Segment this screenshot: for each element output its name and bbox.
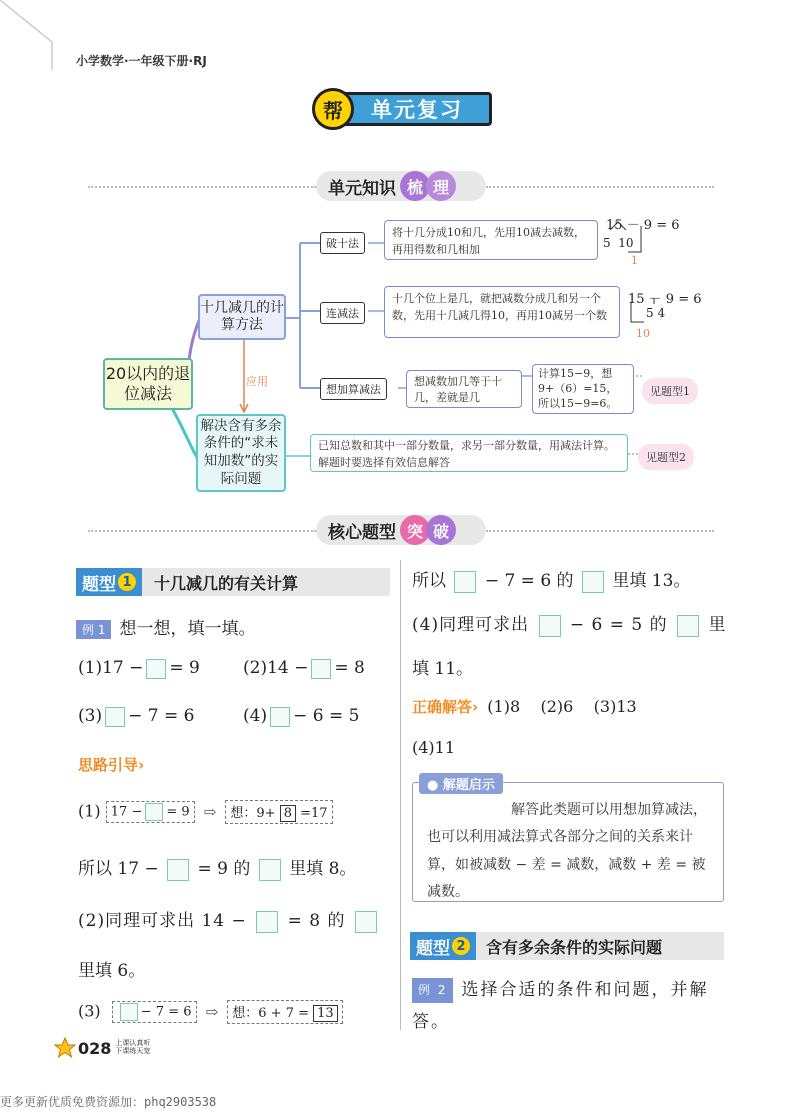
continuous-split: 5 4	[646, 306, 666, 320]
footer-watermark: 更多更新优质免费资源加：phq2903538	[0, 1095, 217, 1109]
g3-think	[227, 1000, 342, 1024]
mindmap-root: 20以内的退位减法	[103, 358, 193, 410]
q3-text-b: − 7 = 6	[128, 706, 195, 726]
r2b: − 6 = 5 的	[569, 615, 668, 635]
type-1-title: 十几减几的有关计算	[154, 573, 299, 593]
type-label-text: 题型	[82, 574, 116, 595]
g1-line-b: = 9 的	[197, 859, 251, 879]
think-add-desc: 想减数加几等于十几，差就是几	[406, 370, 522, 408]
divider	[486, 530, 714, 532]
banner-title: 单元复习	[342, 92, 492, 126]
method-think-add: 想加算减法	[320, 378, 387, 400]
g1-think-text: 想：9+	[230, 806, 276, 821]
example-2-prompt: 选择合适的条件和问题，并解答。	[412, 980, 709, 1033]
continuous-result: 10	[636, 327, 650, 340]
g1-eq-a: 17 −	[110, 804, 143, 820]
break-ten-result: 1	[631, 254, 638, 267]
r2a: (4)同理可求出	[412, 615, 530, 635]
see-type-2: 见题型2	[638, 444, 694, 470]
apply-label: 应用	[246, 375, 268, 388]
g3-equation	[112, 1001, 197, 1023]
answer-box[interactable]	[454, 571, 476, 593]
question-4	[243, 706, 359, 727]
example-badge: 例 1	[76, 620, 111, 639]
r1a: 所以	[412, 571, 446, 591]
tip-header	[419, 773, 503, 794]
section-knowledge-review	[316, 171, 486, 201]
g1-line-a: 所以 17 −	[78, 859, 159, 879]
answer-box[interactable]	[105, 707, 125, 727]
star-mascot-icon	[54, 1037, 76, 1059]
right-line-1	[412, 566, 690, 593]
tip-head-text: 解题启示	[442, 778, 495, 793]
answer-box[interactable]	[167, 859, 189, 881]
answer-box[interactable]	[146, 659, 166, 679]
g2-line-b: = 8 的	[287, 911, 346, 931]
type-2-bar	[410, 932, 724, 960]
guide-label: 思路引导	[78, 756, 139, 774]
see-type-1: 见题型1	[642, 378, 698, 404]
answer-box[interactable]	[256, 911, 278, 933]
answer-values-2: (4)11	[412, 738, 456, 757]
q3-text: (3)	[78, 706, 103, 726]
section-circle-char: 理	[426, 171, 456, 201]
guide-3-diagram	[78, 1000, 343, 1024]
example-badge: 例 2	[412, 978, 453, 1003]
arrow-icon: ⇨	[205, 1003, 219, 1021]
section-prefix: 核心题型	[328, 522, 396, 543]
g1-think	[225, 800, 332, 824]
r1c: 里填 13。	[612, 571, 691, 591]
unit-review-banner	[312, 88, 492, 130]
example-1-line	[76, 614, 255, 639]
type-label	[410, 932, 476, 960]
continuous-example: 15 － 9 = 6	[628, 292, 702, 307]
guide-2-line-2: 里填 6。	[78, 961, 146, 981]
divider	[88, 530, 316, 532]
right-line-2	[412, 610, 726, 637]
g1-equation	[106, 801, 195, 823]
think-add-calc: 计算15−9，想9+（6）=15，所以15−9=6。	[532, 364, 634, 414]
section-prefix: 单元知识	[328, 178, 396, 199]
method-break-ten: 破十法	[320, 232, 365, 254]
q4-text: (4)	[243, 706, 268, 726]
q1-text-b: = 9	[169, 658, 200, 678]
answer-values: (1)8 (2)6 (3)13	[487, 697, 637, 716]
banner-badge: 帮	[312, 88, 354, 130]
g1-fill: 8	[280, 805, 296, 822]
correct-answer: 正确解答› (1)8 (2)6 (3)13	[412, 697, 637, 716]
r1b: − 7 = 6 的	[484, 571, 574, 591]
g1-num: (1)	[78, 801, 101, 821]
r2c: 里	[708, 615, 727, 635]
break-ten-split: 5 10	[603, 236, 634, 250]
continuous-desc: 十几个位上是几，就把减数分成几和另一个数，先用十几减几得10，再用10减另一个数	[384, 286, 620, 338]
g1-eq-b: = 9	[166, 804, 190, 820]
g1-think-b: =17	[300, 806, 328, 821]
guide-1-conclusion	[78, 854, 356, 881]
g1-line-c: 里填 8。	[289, 859, 357, 879]
answer-box[interactable]	[582, 571, 604, 593]
type-number: 1	[118, 573, 136, 591]
g3-eq-b: − 7 = 6	[140, 1004, 192, 1020]
page-corner-decoration	[0, 0, 70, 70]
question-2	[243, 658, 365, 679]
divider	[486, 186, 714, 188]
column-divider	[400, 560, 401, 1030]
problem-desc: 已知总数和其中一部分数量，求另一部分数量，用减法计算。解题时要选择有效信息解答	[310, 434, 628, 472]
break-ten-example: 15 － 9 = 6	[606, 218, 680, 233]
answer-box[interactable]	[145, 803, 163, 821]
example-2-line	[412, 974, 724, 1039]
guide-heading	[78, 754, 144, 775]
tip-text: 解答此类题可以用想加算减法，也可以利用减法算式各部分之间的关系来计算，如被减数 − 差 = 减数，减数 + 差 = 被减数。	[427, 802, 707, 900]
answer-box[interactable]	[355, 911, 377, 933]
q2-text: (2)14 −	[243, 658, 309, 678]
g3-think-text: 想：6 + 7 =	[232, 1006, 309, 1021]
question-1	[78, 658, 200, 679]
mindmap-problem-node: 解决含有多余条件的“求未知加数”的实际问题	[196, 414, 286, 492]
answer-box[interactable]	[259, 859, 281, 881]
divider	[88, 186, 316, 188]
guide-1-diagram	[78, 800, 333, 824]
page-number-block	[54, 1037, 150, 1059]
answer-label: 正确解答	[412, 698, 473, 716]
q4-text-b: − 6 = 5	[293, 706, 360, 726]
bulb-icon: ●	[427, 778, 439, 793]
book-title: 小学数学·一年级下册·RJ	[76, 54, 207, 68]
g3-num: (3)	[78, 1001, 101, 1021]
g3-fill: 13	[313, 1005, 338, 1022]
answer-box[interactable]	[270, 707, 290, 727]
type-2-title: 含有多余条件的实际问题	[486, 937, 663, 957]
method-continuous-subtract: 连减法	[320, 302, 365, 324]
question-3	[78, 706, 194, 727]
q1-text: (1)17 −	[78, 658, 144, 678]
section-core-types	[316, 515, 486, 545]
type-label	[76, 568, 142, 596]
section-circle-char: 突	[400, 515, 430, 545]
answer-box[interactable]	[539, 615, 561, 637]
answer-box[interactable]	[120, 1003, 138, 1021]
page-number: 028	[78, 1038, 112, 1058]
guide-2-line	[78, 906, 380, 933]
right-line-3: 填 11。	[412, 659, 474, 679]
q2-text-b: = 8	[334, 658, 365, 678]
slogan	[115, 1040, 150, 1055]
answer-box[interactable]	[311, 659, 331, 679]
example-1-prompt: 想一想，填一填。	[119, 619, 256, 639]
guide-arrow: ›	[138, 756, 145, 774]
arrow-icon: ⇨	[203, 803, 217, 821]
section-circle-char: 梳	[400, 171, 430, 201]
mindmap-method-node: 十几减几的计算方法	[198, 294, 286, 340]
slogan-2: 下课练天宽	[115, 1047, 151, 1055]
g2-line-a: (2)同理可求出 14 −	[78, 911, 247, 931]
type-label-text: 题型	[416, 938, 450, 959]
tip-box	[412, 778, 724, 902]
slogan-1: 上课认真听	[115, 1039, 151, 1048]
break-ten-desc: 将十几分成10和几，先用10减去减数，再用得数和几相加	[384, 220, 598, 260]
type-1-bar	[76, 568, 390, 596]
type-number: 2	[452, 937, 470, 955]
answer-box[interactable]	[677, 615, 699, 637]
section-circle-char: 破	[426, 515, 456, 545]
